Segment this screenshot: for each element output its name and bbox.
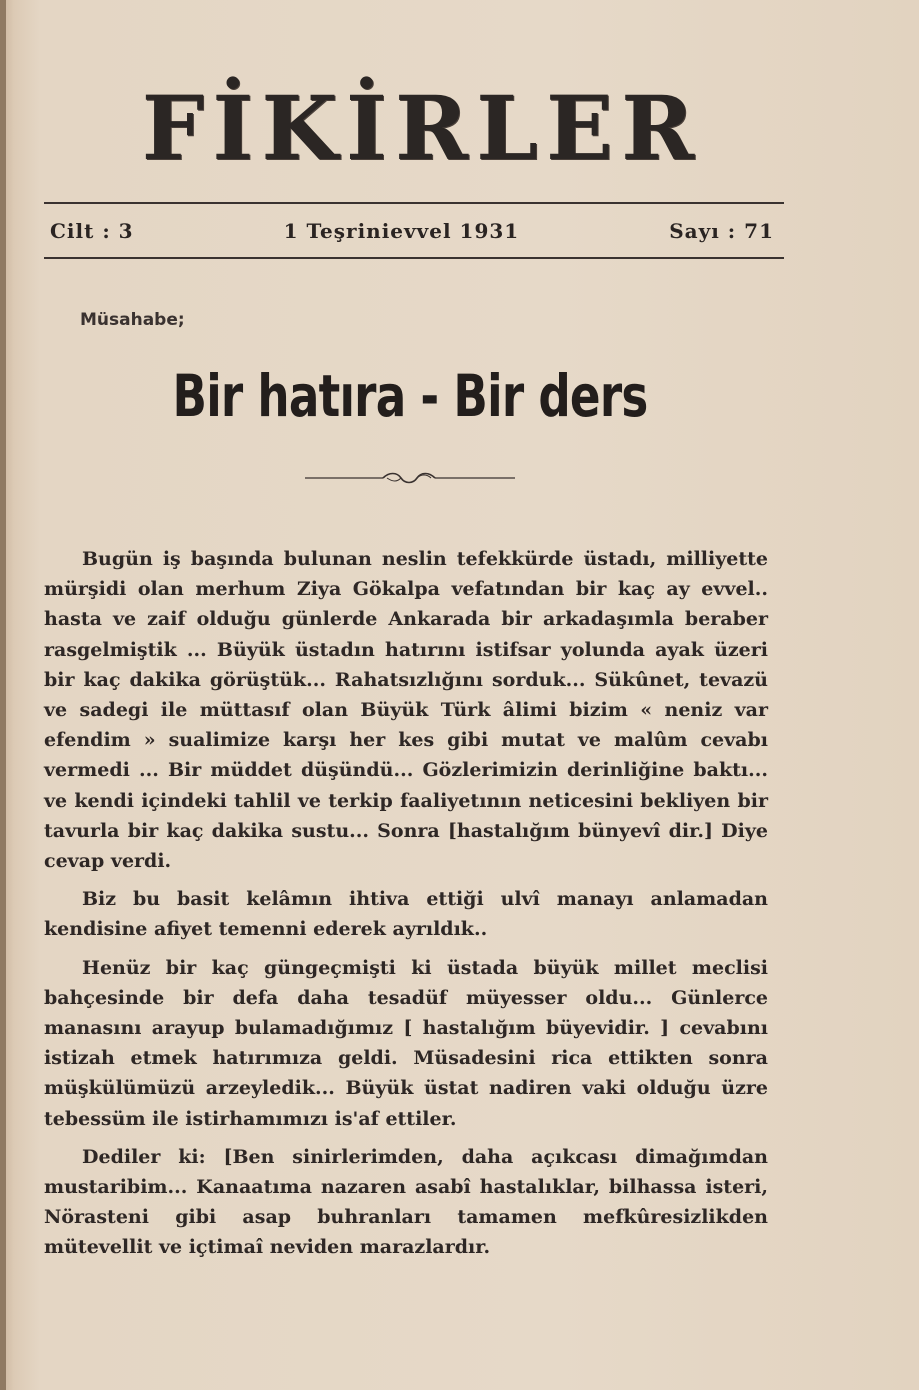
paragraph: Henüz bir kaç güngeçmişti ki üstada büyük millet meclisi bahçesinde bir defa daha tesadüf müyesser oldu... Günlerce manasını arayup bulamadığımız [ hastalığım büyevidir. ] cevabını istizah etmek hatırımıza geldi. Müsadesini rica ettikten sonra müşkülümüzü arzeyledik... Büyük üstat nadiren vaki olduğu üzre tebessüm ile istirhamımızı is'af ettiler. [44, 956, 768, 1130]
article-headline: Bir hatıra - Bir ders [172, 362, 648, 430]
volume-label: Cilt : 3 [50, 219, 134, 243]
masthead-top-rule [44, 202, 784, 204]
paragraph: Bugün iş başında bulunan neslin tefekkürde üstadı, milliyette mürşidi olan merhum Ziya Gökalpa vefatından bir kaç ay evvel.. hasta ve zaif olduğu günlerde Ankarada bir arkadaşımla beraber rasgelmiştik ... Büyük üstadın hatırını istifsar yolunda ayak üzeri bir kaç dakika görüştük... Rahatsızlığını sorduk... Sükûnet, tevazü ve sadegi ile müttasıf olan Büyük Türk âlimi bizim « neniz var efendim » sualimize karşı her kes gibi mutat ve malûm cevabı vermedi ... Bir müddet düşündü... Gözlerimizin derinliğine baktı... ve kendi içindeki tahlil ve terkip faaliyetının neticesini bekliyen bir tavurla bir kaç dakika sustu... Sonra [hastalığım bünyevî dir.] Diye cevap verdi. [44, 548, 768, 873]
section-label: Müsahabe; [80, 310, 185, 330]
issue-date: 1 Teşrinievvel 1931 [283, 219, 520, 243]
article-body [44, 544, 768, 1271]
issue-info [50, 216, 774, 246]
binding-edge [0, 0, 6, 1390]
ornament-divider [305, 470, 515, 486]
paragraph: Dediler ki: [Ben sinirlerimden, daha açıkcası dimağımdan mustaribim... Kanaatıma nazaren asabî hastalıklar, bilhassa isteri, Nörasteni gibi asap buhranları tamamen mefkûresizlikden mütevellit ve içtimaî neviden marazlardır. [44, 1145, 768, 1259]
masthead-title: FİKİRLER [141, 76, 703, 180]
issue-number: Sayı : 71 [669, 219, 774, 243]
masthead-bottom-rule [44, 257, 784, 259]
paragraph: Biz bu basit kelâmın ihtiva ettiği ulvî manayı anlamadan kendisine afiyet temenni ederek ayrıldık.. [44, 888, 768, 941]
